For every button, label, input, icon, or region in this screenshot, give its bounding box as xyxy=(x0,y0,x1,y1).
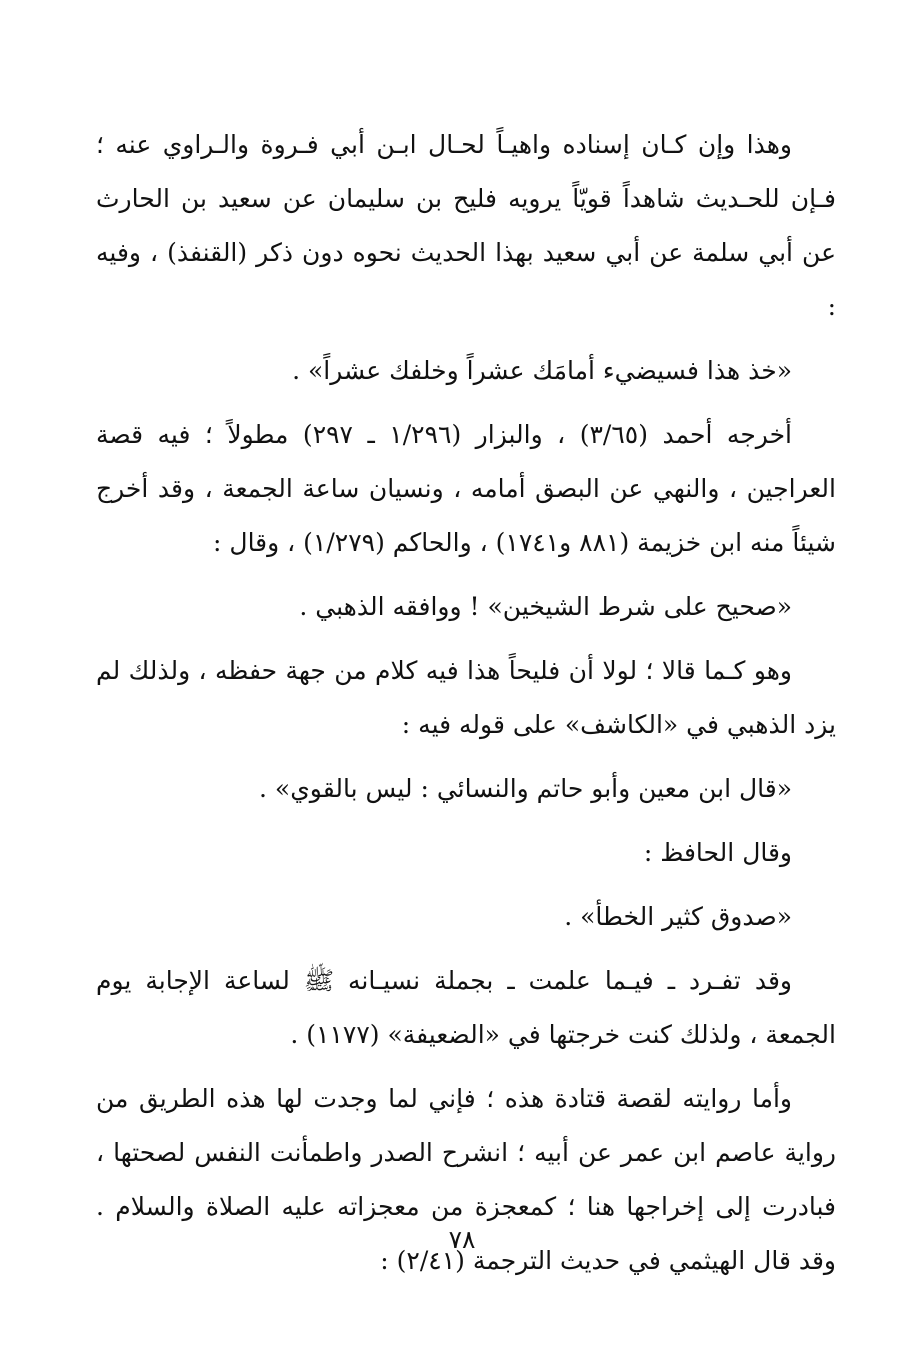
quote-paragraph-2: «صحيح على شرط الشيخين» ! ووافقه الذهبي . xyxy=(299,592,792,621)
page-body xyxy=(96,118,836,1288)
page-number: ٧٨ xyxy=(448,1225,476,1254)
quote-paragraph-4: «صدوق كثير الخطأ» . xyxy=(564,902,792,931)
paragraph-1: وهذا وإن كـان إسناده واهيـاً لحـال ابـن أبي فـروة والـراوي عنه ؛ فـإن للحـديث شاهداً قويّاً يرويه فليح بن سليمان عن سعيد بن الحارث عن أبي سلمة عن أبي سعيد بهذا الحديث نحوه دون ذكر (القنفذ) ، وفيه : xyxy=(96,130,836,321)
paragraph-5: وقد تفـرد ـ فيـما علمت ـ بجملة نسيـانه ﷺ لساعة الإجابة يوم الجمعة ، ولذلك كنت خرجتها في «الضعيفة» (١١٧٧) . xyxy=(96,966,836,1049)
paragraph-4: وقال الحافظ : xyxy=(643,838,792,867)
paragraph-2: أخرجه أحمد (٣/٦٥) ، والبزار (١/٢٩٦ ـ ٢٩٧) مطولاً ؛ فيه قصة العراجين ، والنهي عن البصق أمامه ، ونسيان ساعة الجمعة ، وقد أخرج شيئاً منه ابن خزيمة (٨٨١ و١٧٤١) ، والحاكم (١/٢٧٩) ، وقال : xyxy=(96,420,836,557)
quote-paragraph-3: «قال ابن معين وأبو حاتم والنسائي : ليس بالقوي» . xyxy=(259,774,792,803)
paragraph-3: وهو كـما قالا ؛ لولا أن فليحاً هذا فيه كلام من جهة حفظه ، ولذلك لم يزد الذهبي في «الكاشف» على قوله فيه : xyxy=(96,656,836,739)
paragraph-6: وأما روايته لقصة قتادة هذه ؛ فإني لما وجدت لها هذه الطريق من رواية عاصم ابن عمر عن أبيه ؛ انشرح الصدر واطمأنت النفس لصحتها ، فبادرت إلى إخراجها هنا ؛ كمعجزة من معجزاته عليه الصلاة والسلام . وقد قال الهيثمي في حديث الترجمة (٢/٤١) : xyxy=(96,1084,836,1275)
quote-paragraph-1: «خذ هذا فسيضيء أمامَك عشراً وخلفك عشراً» . xyxy=(292,356,792,385)
